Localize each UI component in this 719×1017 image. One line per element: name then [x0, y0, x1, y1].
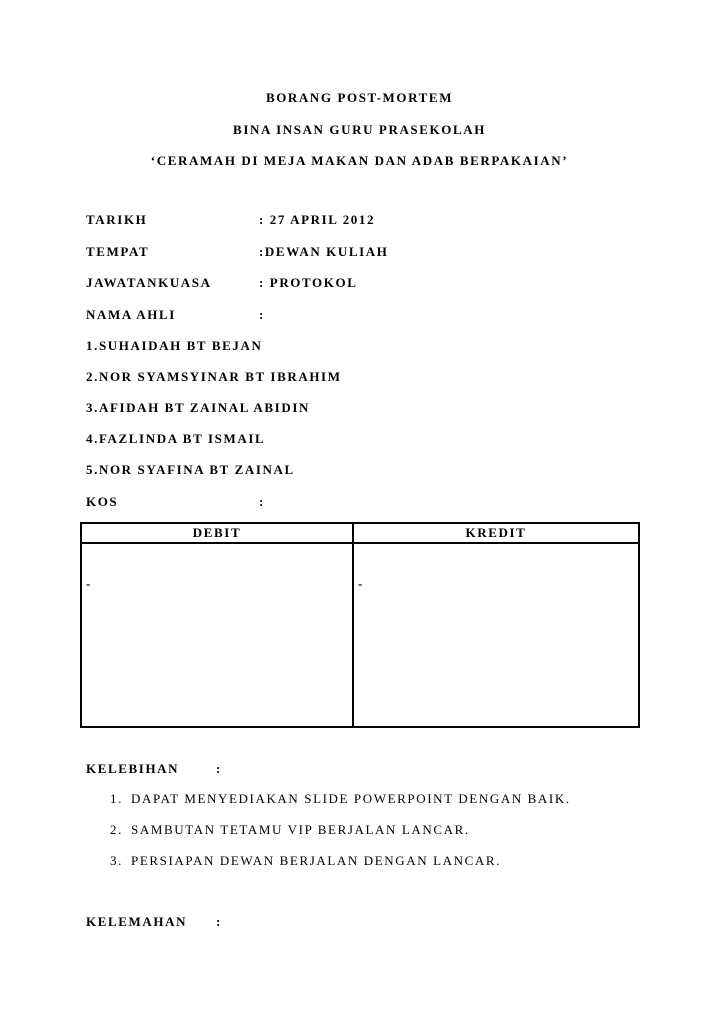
tempat-label: TEMPAT — [86, 244, 150, 259]
cost-table-header-row — [81, 523, 639, 543]
list-item-number: 3. — [110, 853, 123, 868]
jawatankuasa-value: : PROTOKOL — [259, 275, 358, 290]
tarikh-label: TARIKH — [86, 212, 148, 227]
cost-table — [80, 522, 640, 728]
kelebihan-colon: : — [216, 761, 222, 776]
kos-label: KOS — [86, 494, 119, 509]
member-item: 2.NOR SYAMSYINAR BT IBRAHIM — [86, 369, 342, 384]
kos-colon: : — [259, 494, 265, 509]
nama-ahli-label: NAMA AHLI — [86, 307, 176, 322]
member-item: 1.SUHAIDAH BT BEJAN — [86, 338, 263, 353]
form-title: BORANG POST-MORTEM — [265, 90, 454, 105]
list-item-number: 2. — [110, 822, 123, 837]
kelebihan-label: KELEBIHAN — [86, 761, 180, 776]
member-item: 3.AFIDAH BT ZAINAL ABIDIN — [86, 400, 310, 415]
list-item-text: SAMBUTAN TETAMU VIP BERJALAN LANCAR. — [131, 822, 470, 837]
event-title: ‘CERAMAH DI MEJA MAKAN DAN ADAB BERPAKAIAN’ — [150, 153, 569, 168]
kredit-cell — [353, 543, 639, 727]
kelemahan-colon: : — [216, 914, 222, 929]
form-subtitle: BINA INSAN GURU PRASEKOLAH — [233, 122, 486, 137]
kelemahan-label: KELEMAHAN — [86, 914, 188, 929]
kredit-header: KREDIT — [353, 523, 639, 543]
tarikh-value: : 27 APRIL 2012 — [259, 212, 376, 227]
member-item: 4.FAZLINDA BT ISMAIL — [86, 431, 266, 446]
list-item-number: 1. — [110, 791, 123, 806]
debit-value: - — [86, 576, 92, 591]
nama-ahli-colon: : — [259, 307, 265, 322]
jawatankuasa-label: JAWATANKUASA — [86, 275, 212, 290]
cost-table-row — [81, 543, 639, 727]
debit-header: DEBIT — [81, 523, 353, 543]
debit-cell — [81, 543, 353, 727]
kredit-value: - — [358, 576, 364, 591]
list-item-text: DAPAT MENYEDIAKAN SLIDE POWERPOINT DENGAN BAIK. — [131, 791, 571, 806]
tempat-value: :DEWAN KULIAH — [259, 244, 389, 259]
member-item: 5.NOR SYAFINA BT ZAINAL — [86, 462, 295, 477]
list-item-text: PERSIAPAN DEWAN BERJALAN DENGAN LANCAR. — [131, 853, 501, 868]
